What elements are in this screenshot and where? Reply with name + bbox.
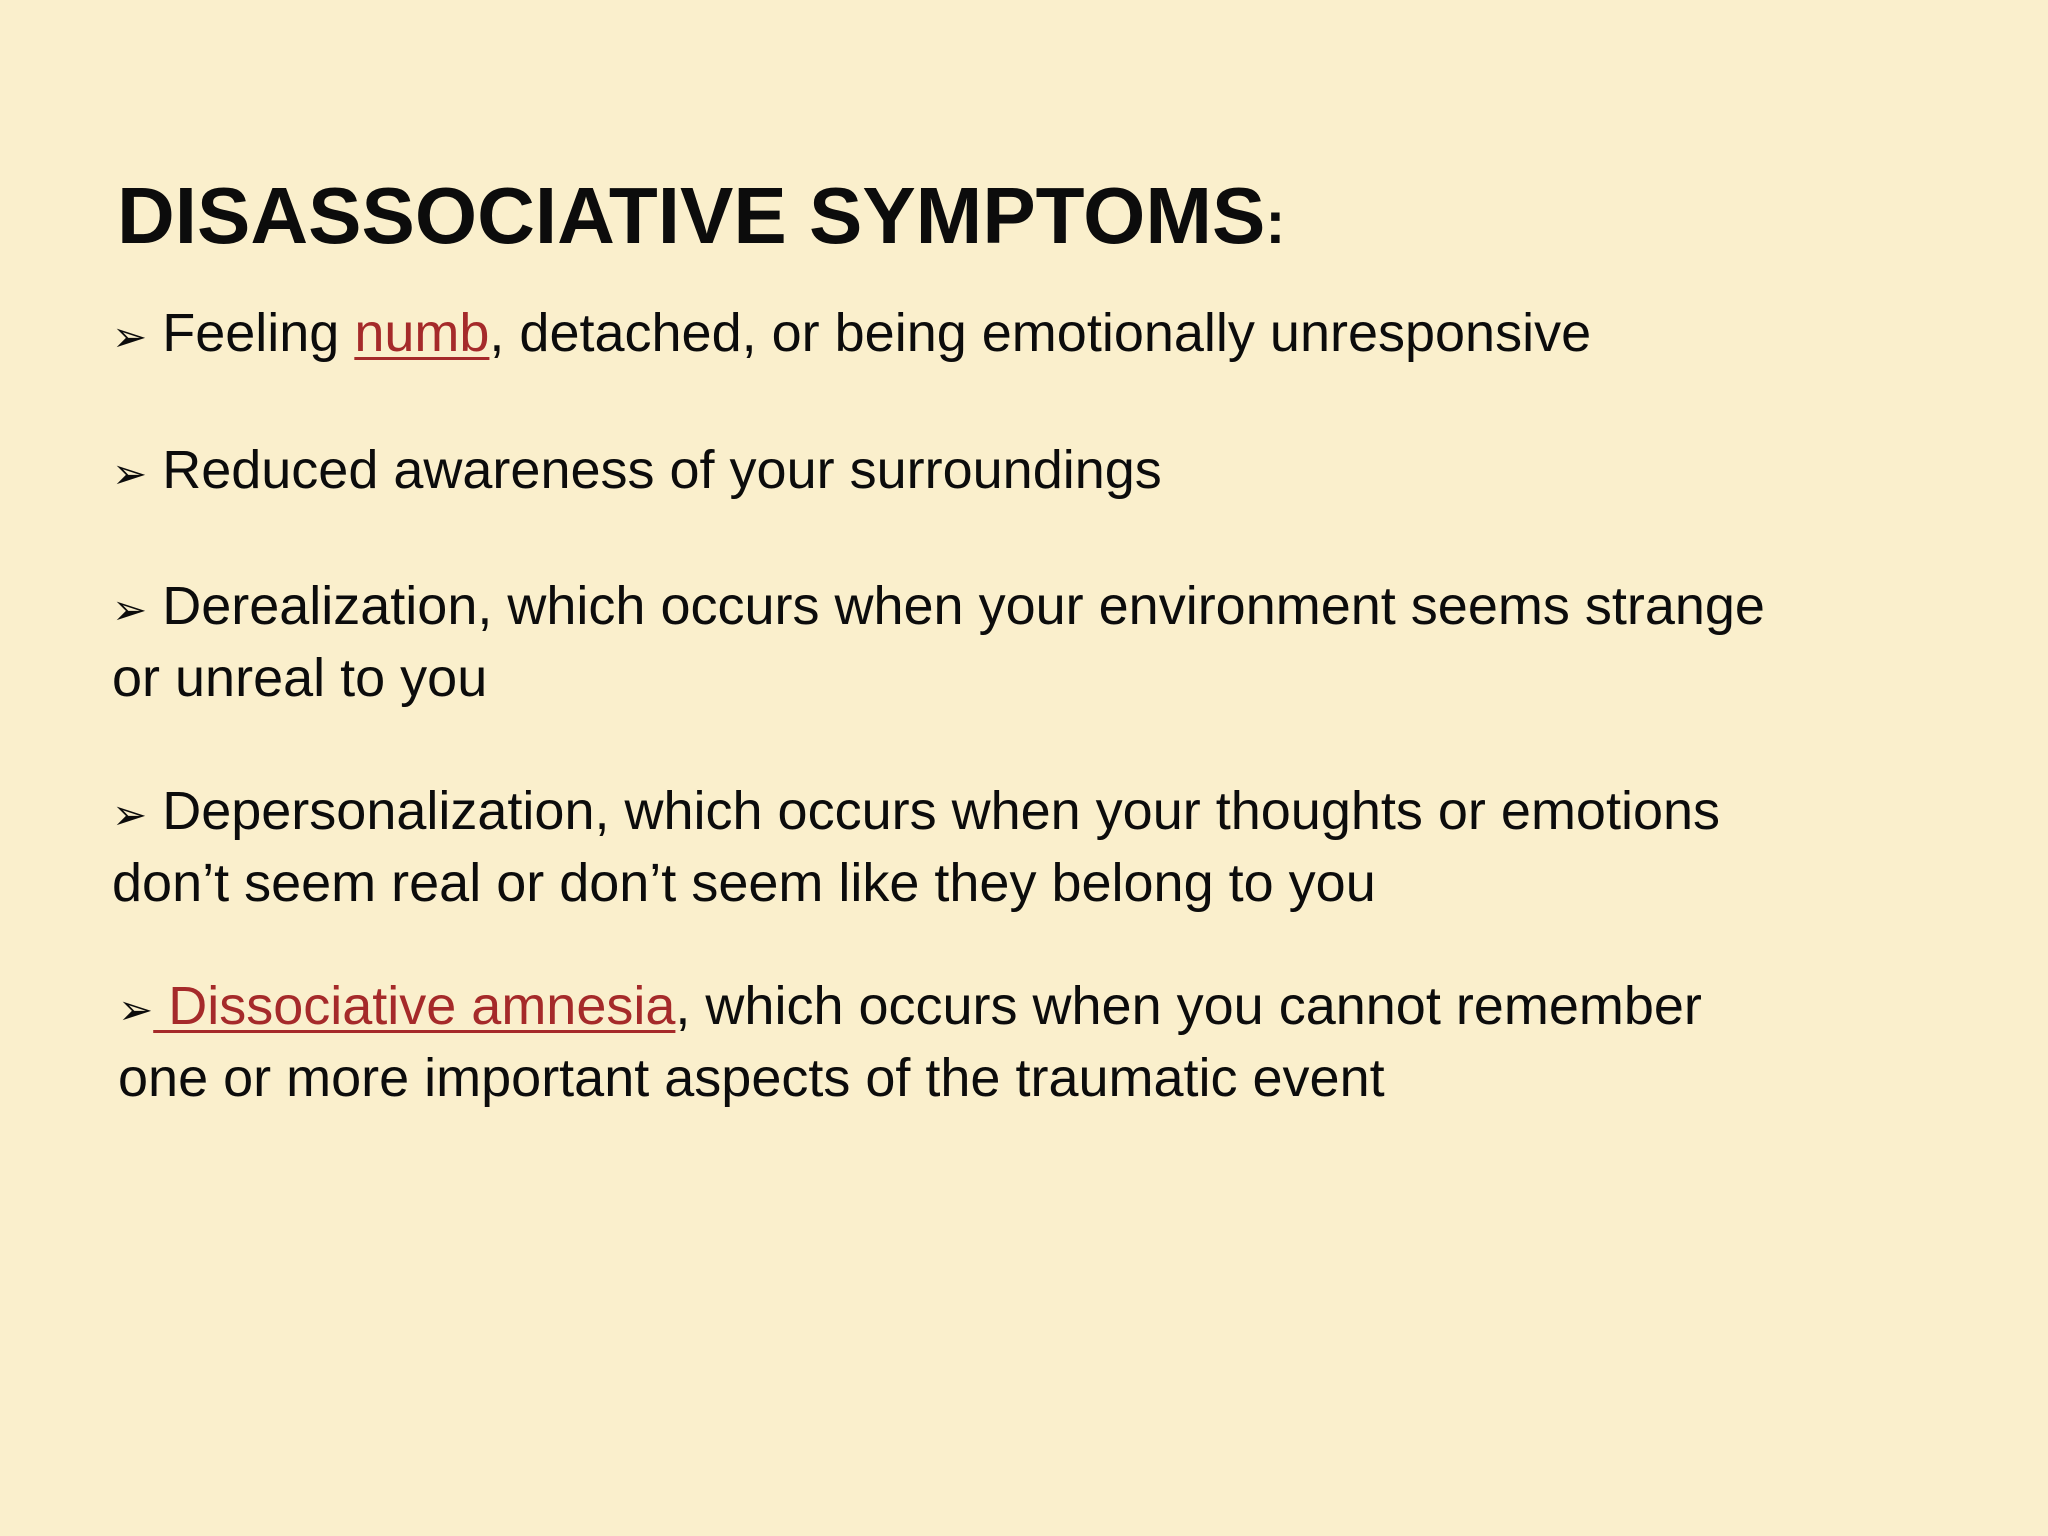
arrow-bullet-icon: ➢ bbox=[112, 449, 148, 498]
bullet-text-continued: don’t seem real or don’t seem like they belong to you bbox=[112, 853, 1376, 913]
arrow-bullet-icon: ➢ bbox=[118, 985, 154, 1034]
bullet-text: Reduced awareness of your surroundings bbox=[147, 440, 1162, 500]
bullet-item-numb bbox=[112, 299, 1591, 371]
slide-title-text: DISASSOCIATIVE SYMPTOMS bbox=[117, 171, 1266, 260]
bullet-item-depersonalization bbox=[112, 777, 1720, 917]
link-numb[interactable]: numb bbox=[354, 303, 490, 363]
arrow-bullet-icon: ➢ bbox=[112, 585, 148, 634]
bullet-text-continued: one or more important aspects of the traumatic event bbox=[118, 1048, 1385, 1108]
bullet-text: Feeling bbox=[147, 303, 355, 363]
link-dissociative-amnesia[interactable]: Dissociative amnesia bbox=[153, 976, 676, 1036]
bullet-text-continued: or unreal to you bbox=[112, 648, 488, 708]
bullet-item-dissociative-amnesia bbox=[118, 972, 1702, 1112]
bullet-item-reduced-awareness bbox=[112, 436, 1162, 508]
arrow-bullet-icon: ➢ bbox=[112, 790, 148, 839]
bullet-text: Depersonalization, which occurs when your thoughts or emotions bbox=[147, 781, 1721, 841]
bullet-text: , which occurs when you cannot remember bbox=[675, 976, 1702, 1036]
slide-title bbox=[117, 172, 1285, 260]
arrow-bullet-icon: ➢ bbox=[112, 312, 148, 361]
slide-title-colon: : bbox=[1265, 189, 1286, 256]
bullet-text: Derealization, which occurs when your environment seems strange bbox=[147, 576, 1765, 636]
bullet-item-derealization bbox=[112, 572, 1765, 712]
bullet-text: , detached, or being emotionally unresponsive bbox=[489, 303, 1592, 363]
